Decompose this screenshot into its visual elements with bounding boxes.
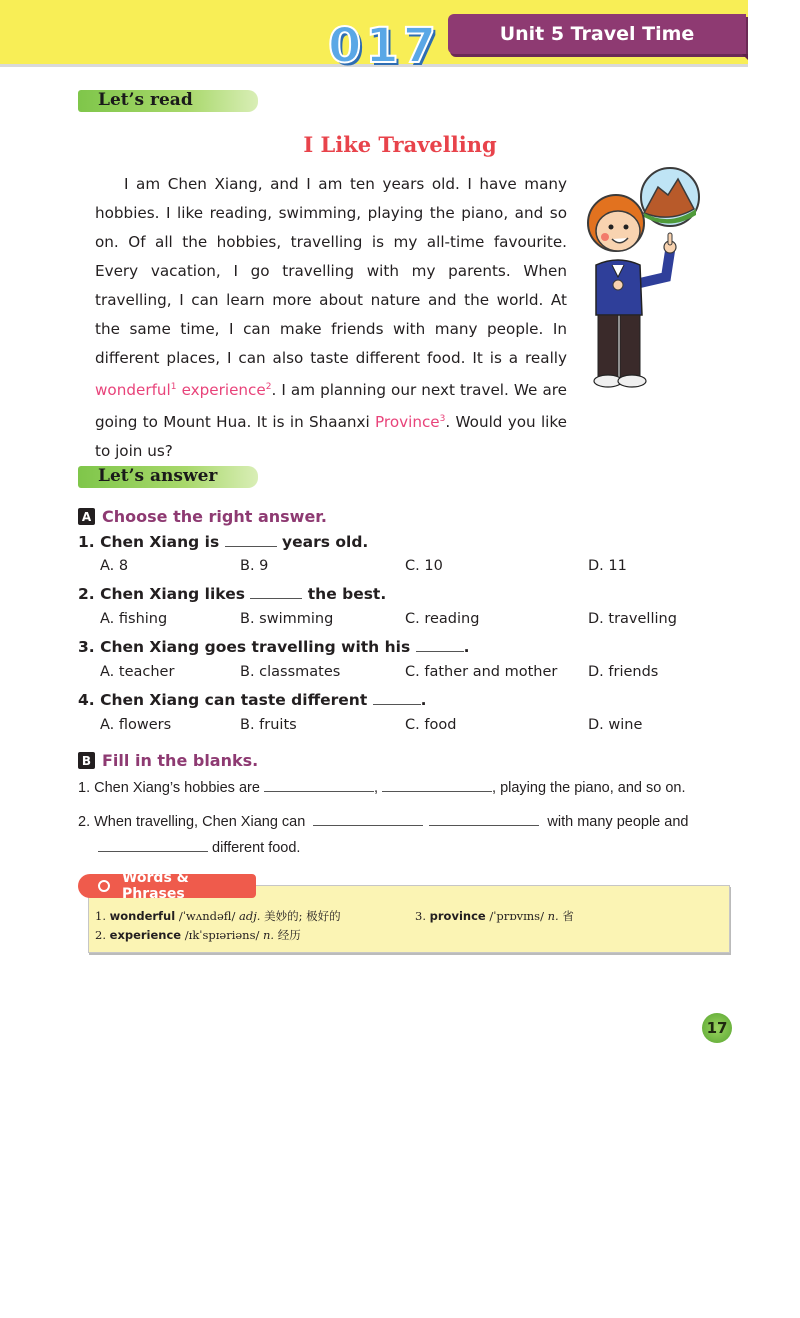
lets-read-label: Let’s read <box>98 90 193 110</box>
option[interactable]: C. reading <box>405 611 480 627</box>
option[interactable]: A. teacher <box>100 664 175 680</box>
fill-item-2-cont: different food. <box>98 840 300 856</box>
option[interactable]: D. friends <box>588 664 659 680</box>
option[interactable]: C. 10 <box>405 558 443 574</box>
fill-blank[interactable] <box>264 791 374 792</box>
question-4: 4. Chen Xiang can taste different . <box>78 691 427 709</box>
part-a-letter: A <box>78 508 95 525</box>
part-a-heading <box>78 507 327 526</box>
answer-blank[interactable] <box>250 598 302 599</box>
option[interactable]: D. travelling <box>588 611 677 627</box>
part-a-instruction: Choose the right answer. <box>102 507 327 526</box>
option[interactable]: B. fruits <box>240 717 297 733</box>
option[interactable]: C. father and mother <box>405 664 558 680</box>
question-3: 3. Chen Xiang goes travelling with his . <box>78 638 470 656</box>
vocab-experience: experience <box>181 381 266 400</box>
circle-icon <box>98 880 110 892</box>
unit-title: Unit 5 Travel Time <box>499 23 695 45</box>
option[interactable]: B. classmates <box>240 664 341 680</box>
answer-blank[interactable] <box>225 546 277 547</box>
part-b-letter: B <box>78 752 95 769</box>
words-phrases-tab <box>78 870 256 902</box>
lets-answer-label: Let’s answer <box>98 466 218 486</box>
fill-blank[interactable] <box>98 851 208 852</box>
word-entry-3: 3. province /ˈprɒvɪns/ n. 省 <box>415 909 574 923</box>
fill-blank[interactable] <box>429 825 539 826</box>
part-b-heading <box>78 751 258 770</box>
word-entry-2: 2. experience /ɪkˈspɪəriəns/ n. 经历 <box>95 928 301 942</box>
option[interactable]: A. fishing <box>100 611 168 627</box>
option[interactable]: C. food <box>405 717 457 733</box>
option[interactable]: B. 9 <box>240 558 269 574</box>
fill-blank[interactable] <box>382 791 492 792</box>
boy-pointing-at-mountain-icon <box>578 165 718 397</box>
words-phrases-label: Words & Phrases <box>121 870 189 902</box>
lesson-number: 017 <box>328 18 441 74</box>
page-number: 17 <box>702 1013 732 1043</box>
option[interactable]: A. flowers <box>100 717 172 733</box>
answer-blank[interactable] <box>373 704 421 705</box>
unit-title-tab <box>448 14 746 54</box>
story-text: I am Chen Xiang, and I am ten years old. I have many hobbies. I like reading, swimming, playing the piano, and so on. Of all the hobbies, travelling is my all-time favourite. Every vacation, I go travelling with my parents. When travelling, I can learn more about nature and the world. At the same time, I can make friends with many people. In different places, I can also taste different food. It is a really wonderful$^1$ experience$^2$. I am planning our next travel. We are going to Mount Hua. It is in Shaanxi Province$^3$. Would you like to join us? <box>95 175 568 461</box>
option[interactable]: B. swimming <box>240 611 334 627</box>
option[interactable]: D. wine <box>588 717 643 733</box>
fill-item-1: 1. Chen Xiang’s hobbies are , , playing the piano, and so on. <box>78 780 686 796</box>
vocab-wonderful: wonderful <box>95 381 171 400</box>
question-2: 2. Chen Xiang likes the best. <box>78 585 387 603</box>
word-entry-1: 1. wonderful /ˈwʌndəfl/ adj. 美妙的; 极好的 <box>95 909 341 923</box>
question-1: 1. Chen Xiang is years old. <box>78 533 369 551</box>
fill-blank[interactable] <box>313 825 423 826</box>
fill-item-2: 2. When travelling, Chen Xiang can with many people and <box>78 814 689 830</box>
option[interactable]: D. 11 <box>588 558 627 574</box>
option[interactable]: A. 8 <box>100 558 129 574</box>
story-title: I Like Travelling <box>303 132 497 157</box>
answer-blank[interactable] <box>416 651 464 652</box>
vocab-province: Province <box>375 413 440 432</box>
part-b-instruction: Fill in the blanks. <box>102 751 259 770</box>
